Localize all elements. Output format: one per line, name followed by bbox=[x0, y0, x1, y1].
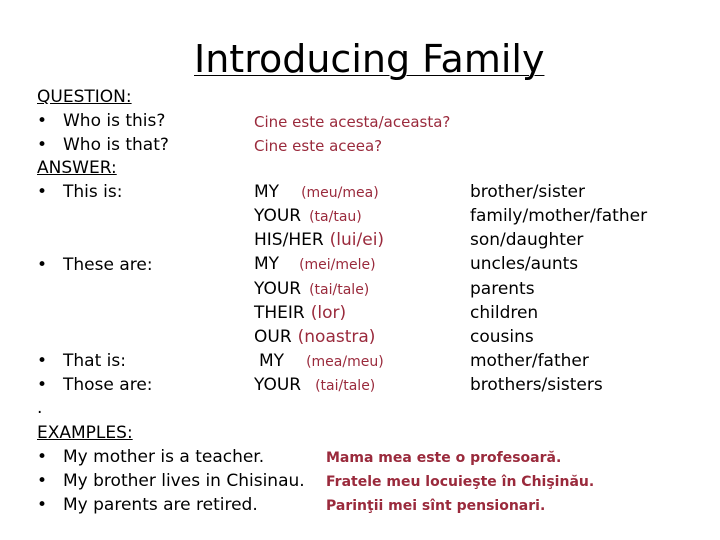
bullet: • bbox=[37, 255, 48, 275]
bullet: • bbox=[37, 182, 48, 202]
noun-item: family/mother/father bbox=[470, 206, 648, 226]
noun-item: cousins bbox=[470, 327, 534, 347]
noun-item: mother/father bbox=[470, 351, 589, 371]
example-ro: Mama mea este o profesoară. bbox=[326, 450, 562, 466]
possessive-ro: (mea/meu) bbox=[306, 354, 384, 370]
possessive-ro: (noastra) bbox=[297, 327, 376, 347]
possessive-row bbox=[254, 256, 376, 273]
possessive-en: MY bbox=[259, 351, 285, 371]
possessive-ro: (tai/tale) bbox=[309, 282, 370, 298]
answer-text: That is: bbox=[63, 351, 126, 371]
bullet: • bbox=[37, 351, 48, 371]
possessive-ro: (ta/tau) bbox=[309, 209, 362, 225]
example-text: My parents are retired. bbox=[63, 495, 258, 515]
noun-item: children bbox=[470, 303, 539, 323]
question-item bbox=[37, 137, 169, 154]
examples-label: EXAMPLES: bbox=[37, 423, 133, 443]
possessive-row bbox=[254, 377, 375, 394]
question-label: QUESTION: bbox=[37, 87, 132, 107]
noun-item: parents bbox=[470, 279, 535, 299]
possessive-row bbox=[254, 208, 362, 225]
possessive-row bbox=[254, 305, 346, 322]
possessive-row bbox=[259, 353, 384, 370]
possessive-en: YOUR bbox=[254, 206, 302, 226]
bullet: • bbox=[37, 375, 48, 395]
possessive-en: YOUR bbox=[254, 375, 302, 395]
noun-item: brother/sister bbox=[470, 182, 585, 202]
example-item bbox=[37, 449, 264, 466]
possessive-en: YOUR bbox=[254, 279, 302, 299]
example-item bbox=[37, 473, 305, 490]
possessive-en: HIS/HER bbox=[254, 230, 324, 250]
question-item bbox=[37, 113, 165, 130]
possessive-en: OUR bbox=[254, 327, 292, 347]
example-ro: Fratele meu locuieşte în Chişinău. bbox=[326, 474, 595, 490]
question-text: Who is that? bbox=[63, 135, 169, 155]
answer-text: This is: bbox=[63, 182, 123, 202]
bullet: • bbox=[37, 111, 48, 131]
ro-question: Cine este aceea? bbox=[254, 137, 383, 155]
bullet: • bbox=[37, 471, 48, 491]
noun-item: uncles/aunts bbox=[470, 254, 579, 274]
possessive-ro: (mei/mele) bbox=[299, 257, 376, 273]
possessive-row bbox=[254, 184, 379, 201]
answer-item bbox=[37, 257, 153, 274]
dot: . bbox=[37, 398, 43, 418]
possessive-ro: (lor) bbox=[310, 303, 347, 323]
question-text: Who is this? bbox=[63, 111, 166, 131]
answer-text: Those are: bbox=[63, 375, 153, 395]
possessive-ro: (lui/ei) bbox=[329, 230, 385, 250]
possessive-en: THEIR bbox=[254, 303, 305, 323]
possessive-ro: (tai/tale) bbox=[315, 378, 376, 394]
bullet: • bbox=[37, 447, 48, 467]
possessive-ro: (meu/mea) bbox=[301, 185, 379, 201]
answer-label: ANSWER: bbox=[37, 158, 117, 178]
ro-question: Cine este acesta/aceasta? bbox=[254, 113, 451, 131]
answer-item bbox=[37, 184, 122, 201]
answer-item bbox=[37, 377, 153, 394]
answer-item bbox=[37, 353, 126, 370]
example-text: My brother lives in Chisinau. bbox=[63, 471, 305, 491]
possessive-row bbox=[254, 232, 384, 249]
possessive-row bbox=[254, 281, 369, 298]
answer-text: These are: bbox=[63, 255, 153, 275]
possessive-en: MY bbox=[254, 254, 280, 274]
noun-item: son/daughter bbox=[470, 230, 584, 250]
page-title: Introducing Family bbox=[194, 37, 545, 81]
example-ro: Parinţii mei sînt pensionari. bbox=[326, 498, 546, 514]
noun-item: brothers/sisters bbox=[470, 375, 603, 395]
example-text: My mother is a teacher. bbox=[63, 447, 265, 467]
example-item bbox=[37, 497, 258, 514]
possessive-row bbox=[254, 329, 375, 346]
bullet: • bbox=[37, 495, 48, 515]
bullet: • bbox=[37, 135, 48, 155]
possessive-en: MY bbox=[254, 182, 280, 202]
